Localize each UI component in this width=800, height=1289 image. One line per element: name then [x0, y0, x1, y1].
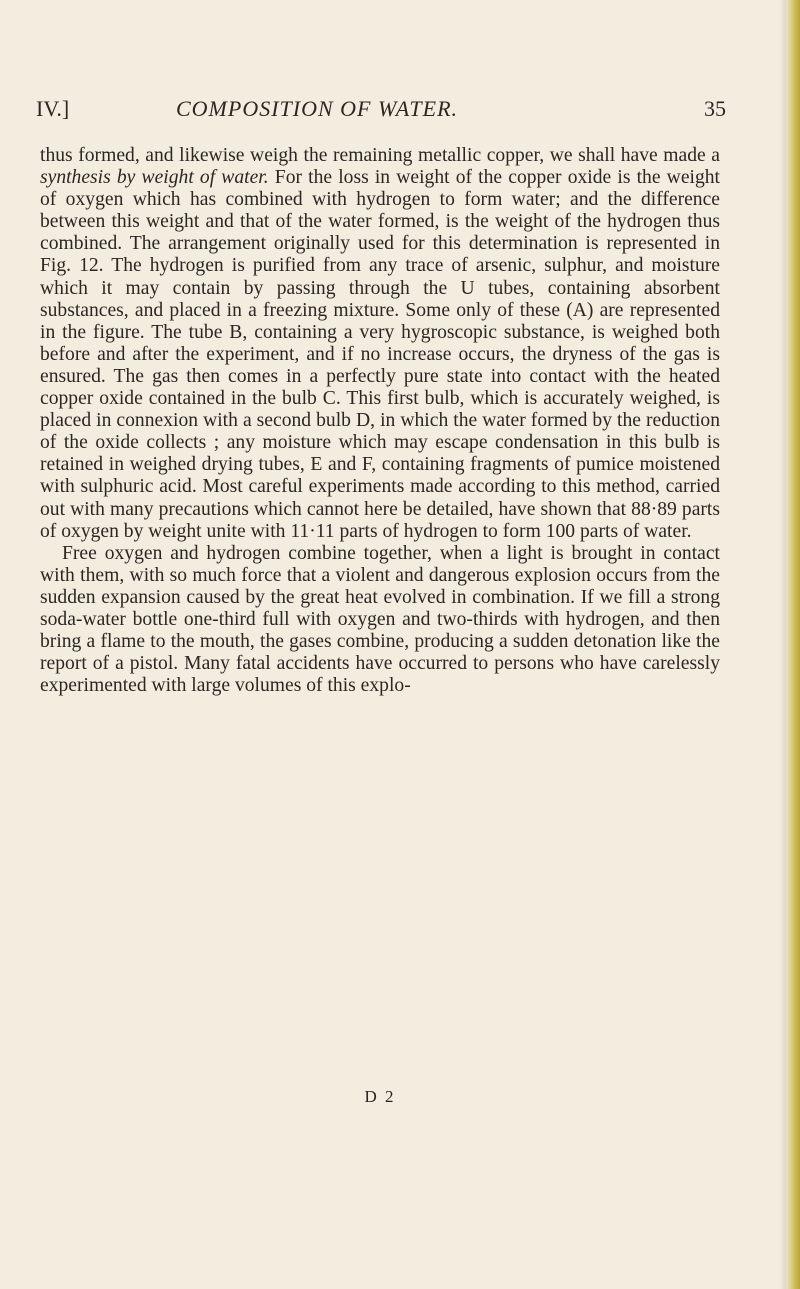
paragraph-1-text: thus formed, and likewise weigh the remaining metallic copper, we shall have made a: [40, 145, 720, 166]
paragraph-2: [40, 543, 720, 698]
chapter-number: IV.]: [36, 96, 70, 121]
page-number: 35: [704, 96, 726, 121]
signature-mark: D 2: [364, 1087, 396, 1106]
paragraph-1: [40, 145, 720, 543]
paragraph-1-italic: synthesis by weight of water.: [40, 167, 269, 189]
paragraph-1-text-cont: For the loss in weight of the copper oxide is the weight of oxygen which has combined with hydrogen to form water; and the difference between this weight and that of the water formed, is the weight of the hydrogen thus combined. The arrangement originally used for this determination is represented in Fig. 12. The hydrogen is purified from any trace of arsenic, sulphur, and moisture which it may contain by passing through the U tubes, containing absorbent substances, and placed in a freezing mixture. Some only of these (A) are represented in the figure. The tube B, containing a very hygroscopic substance, is weighed both before and after the experiment, and if no increase occurs, the dryness of the gas is ensured. The gas then comes in a perfectly pure state into contact with the heated copper oxide contained in the bulb C. This first bulb, which is accurately weighed, is placed in connexion with a second bulb D, in which the water formed by the reduction of the oxide collects ; any moisture which may escape condensation in this bulb is retained in weighed drying tubes, E and F, containing fragments of pumice moistened with sulphuric acid. Most careful experiments made according to this method, carried out with many precautions which cannot here be detailed, have shown that 88·89 parts of oxygen by weight unite with 11·11 parts of hydrogen to form 100 parts of water.: [40, 167, 720, 542]
body-text: [40, 145, 720, 697]
running-header: [36, 96, 726, 126]
running-title: COMPOSITION OF WATER.: [176, 96, 459, 121]
paragraph-2-text: Free oxygen and hydrogen combine together, when a light is brought in contact with them, with so much force that a violent and dangerous explosion occurs from the sudden expansion caused by the great heat evolved in combination. If we fill a strong soda-water bottle one-third full with oxygen and two-thirds with hydrogen, and then bring a flame to the mouth, the gases combine, producing a sudden detonation like the report of a pistol. Many fatal accidents have occurred to persons who have carelessly experimented with large volumes of this explo-: [40, 542, 720, 697]
page-edge: [786, 0, 800, 1289]
